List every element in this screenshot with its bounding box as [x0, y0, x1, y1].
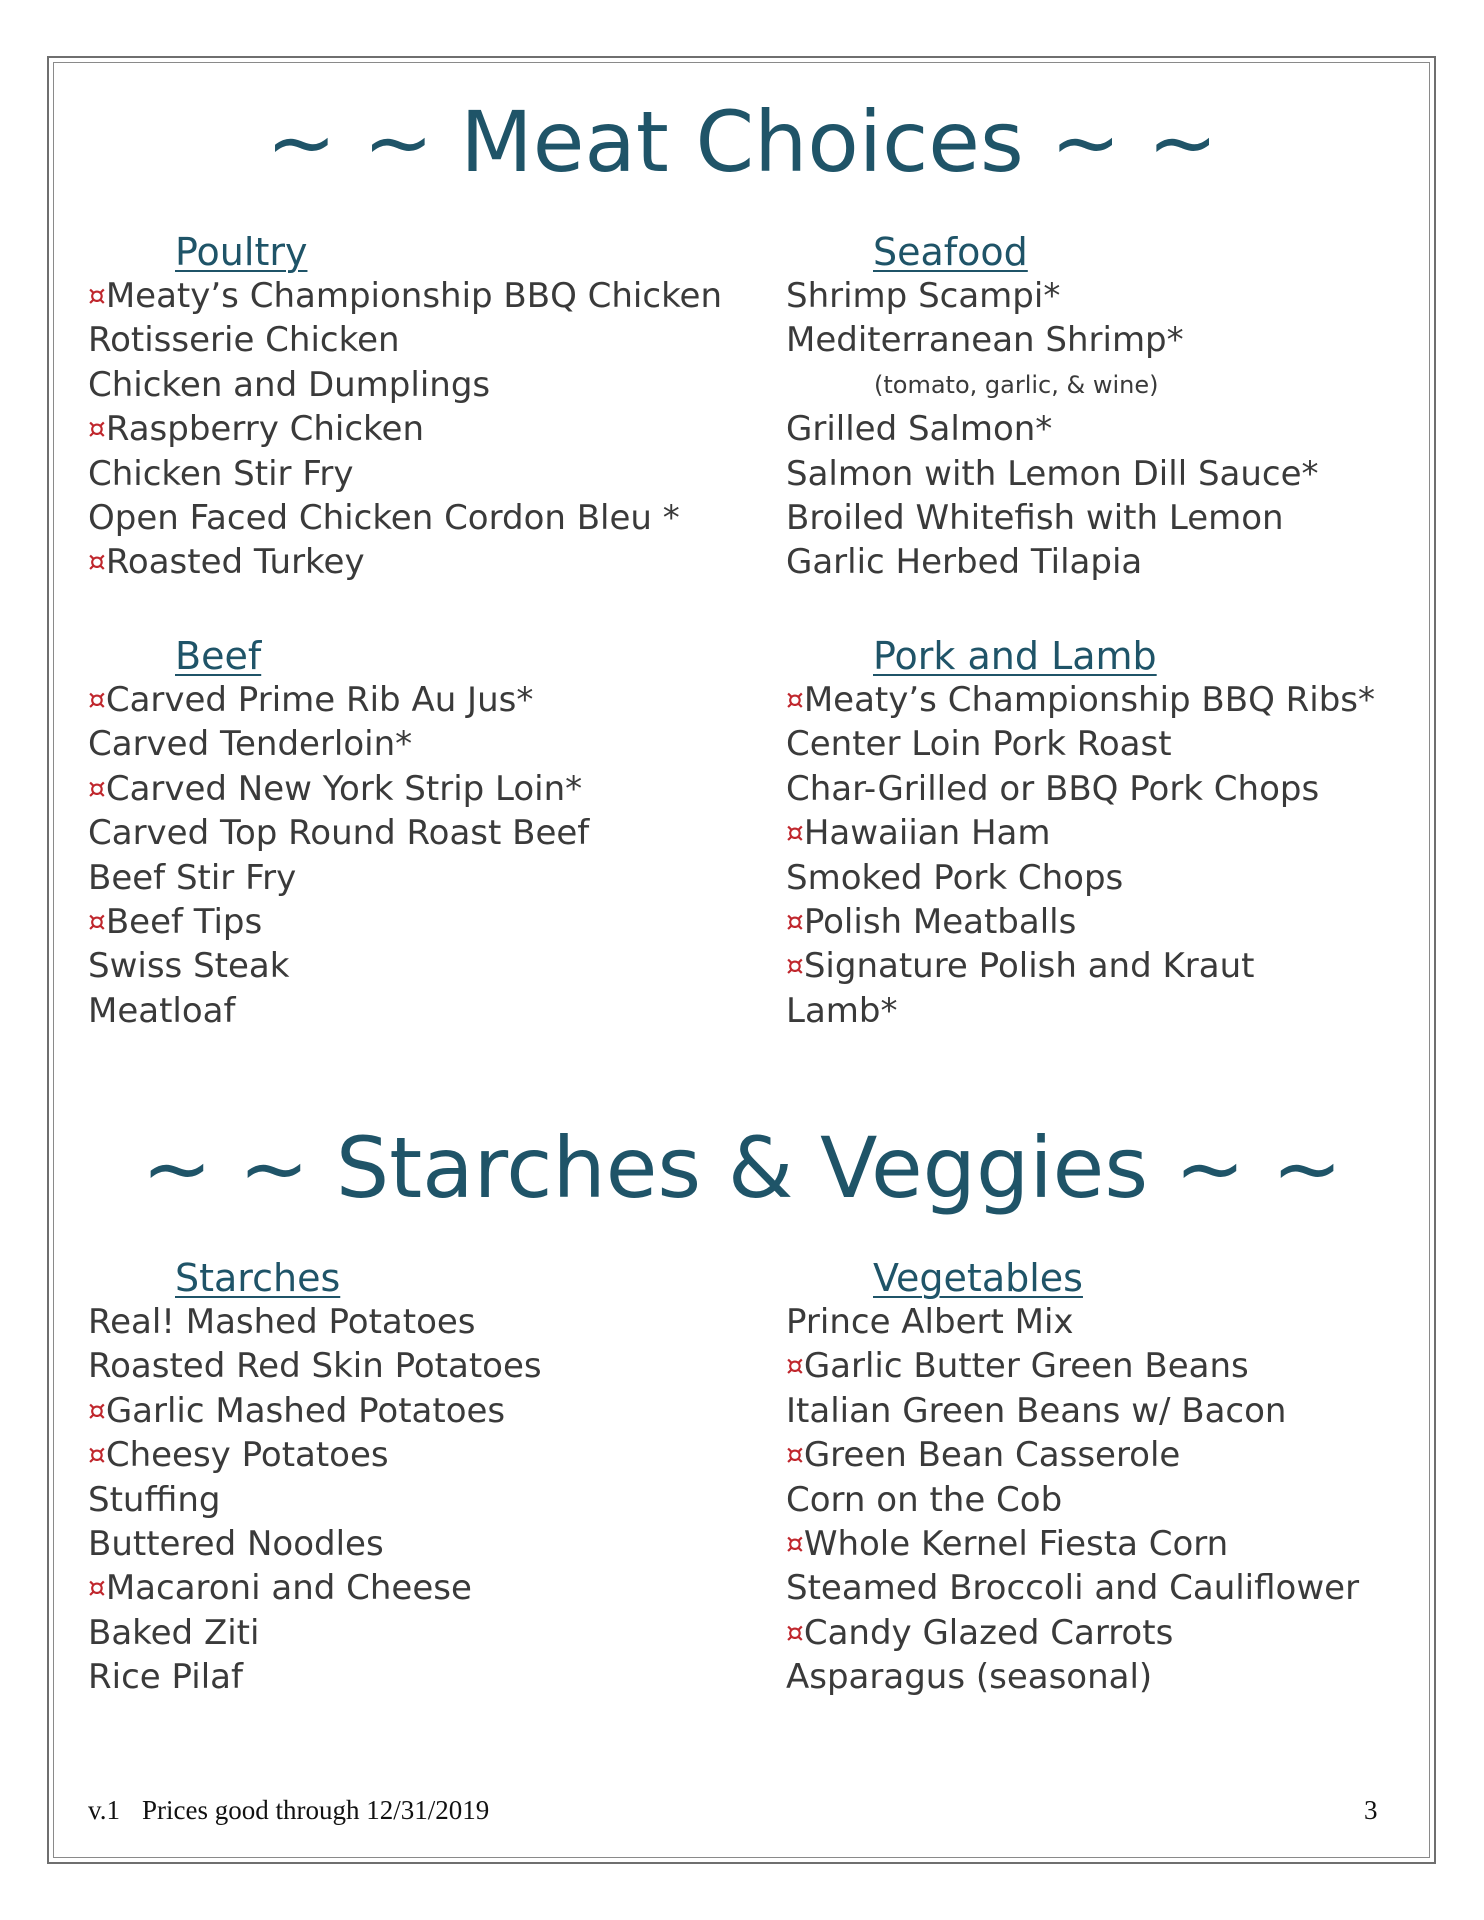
- menu-item: [786, 1478, 1359, 1522]
- menu-item-label: Steamed Broccoli and Cauliflower: [786, 1568, 1360, 1609]
- menu-item: [88, 1522, 542, 1566]
- menu-item-label: Chicken Stir Fry: [88, 453, 354, 494]
- menu-item: [88, 452, 722, 496]
- menu-item-label: Italian Green Beans w/ Bacon: [786, 1390, 1287, 1431]
- menu-item-label: Open Faced Chicken Cordon Bleu *: [88, 497, 680, 538]
- menu-item: [88, 1300, 542, 1344]
- pork-lamb-heading: Pork and Lamb: [873, 634, 1157, 678]
- menu-item: [786, 496, 1319, 540]
- menu-item-label: Buttered Noodles: [88, 1523, 384, 1564]
- menu-item: [88, 1344, 542, 1388]
- featured-bullet-icon: ¤: [88, 904, 106, 938]
- menu-item: [88, 540, 722, 584]
- menu-item: [88, 944, 589, 988]
- poultry-heading: Poultry: [175, 230, 308, 274]
- featured-bullet-icon: ¤: [786, 904, 804, 938]
- menu-item: [786, 274, 1319, 318]
- menu-item: [88, 318, 722, 362]
- menu-item-label: Smoked Pork Chops: [786, 857, 1124, 898]
- menu-item-label: Swiss Steak: [88, 946, 290, 987]
- featured-bullet-icon: ¤: [88, 1393, 106, 1427]
- menu-item-label: Polish Meatballs: [803, 901, 1077, 942]
- beef-heading: Beef: [175, 634, 262, 678]
- menu-item: [786, 1655, 1359, 1699]
- menu-item: [88, 811, 589, 855]
- menu-item-label: Grilled Salmon*: [786, 409, 1053, 450]
- menu-item: [88, 1389, 542, 1433]
- featured-bullet-icon: ¤: [786, 949, 804, 983]
- featured-bullet-icon: ¤: [88, 683, 106, 716]
- prices-valid-note: Prices good through 12/31/2019: [142, 1795, 490, 1825]
- menu-item-label: Carved Tenderloin*: [88, 724, 413, 765]
- beef-section: [88, 634, 589, 1033]
- menu-item-label: Signature Polish and Kraut: [803, 946, 1255, 987]
- featured-bullet-icon: ¤: [88, 412, 106, 446]
- vegetables-heading: Vegetables: [873, 1256, 1083, 1300]
- menu-item: [786, 1389, 1359, 1433]
- featured-bullet-icon: ¤: [786, 1615, 804, 1649]
- menu-item: [786, 1566, 1359, 1610]
- menu-item-label: Whole Kernel Fiesta Corn: [803, 1523, 1229, 1564]
- featured-bullet-icon: ¤: [786, 1526, 804, 1560]
- featured-bullet-icon: ¤: [88, 279, 106, 312]
- menu-item: [786, 722, 1375, 766]
- menu-item: [88, 1611, 542, 1655]
- menu-item: [88, 1478, 542, 1522]
- pork-lamb-section: [786, 634, 1375, 1033]
- menu-item-label: Meaty’s Championship BBQ Ribs*: [803, 680, 1376, 720]
- menu-item-label: Candy Glazed Carrots: [803, 1612, 1174, 1653]
- menu-item-label: Meaty’s Championship BBQ Chicken: [105, 276, 723, 316]
- meat-choices-title: ~ ~ Meat Choices ~ ~: [266, 93, 1218, 191]
- menu-item-label: Meatloaf: [88, 990, 236, 1031]
- menu-item-label: Beef Stir Fry: [88, 857, 297, 898]
- menu-item-label: Green Bean Casserole: [803, 1435, 1181, 1476]
- menu-item: [786, 900, 1375, 944]
- menu-item-label: Center Loin Pork Roast: [786, 724, 1172, 765]
- menu-item: [786, 540, 1319, 584]
- menu-item: [88, 856, 589, 900]
- featured-bullet-icon: ¤: [88, 771, 106, 805]
- menu-item: [88, 274, 722, 318]
- menu-item-label: Carved Top Round Roast Beef: [88, 813, 590, 854]
- seafood-section: [786, 230, 1319, 585]
- menu-item: [786, 1344, 1359, 1388]
- starches-heading: Starches: [175, 1256, 341, 1300]
- menu-item-label: Carved Prime Rib Au Jus*: [105, 680, 534, 720]
- menu-item: [88, 1655, 542, 1699]
- vegetables-section: [786, 1256, 1359, 1700]
- menu-item-label: Rice Pilaf: [88, 1657, 243, 1698]
- menu-item-label: Salmon with Lemon Dill Sauce*: [786, 453, 1319, 494]
- menu-item: [88, 900, 589, 944]
- menu-item: [786, 318, 1319, 362]
- menu-item: [786, 1611, 1359, 1655]
- featured-bullet-icon: ¤: [88, 1571, 106, 1605]
- menu-item-label: Roasted Red Skin Potatoes: [88, 1346, 542, 1387]
- menu-item-label: Cheesy Potatoes: [105, 1435, 389, 1476]
- featured-bullet-icon: ¤: [786, 1438, 804, 1472]
- menu-item-label: Asparagus (seasonal): [786, 1657, 1153, 1698]
- menu-item-label: Stuffing: [88, 1479, 221, 1520]
- menu-item-label: Garlic Butter Green Beans: [803, 1346, 1249, 1387]
- menu-item: [88, 407, 722, 451]
- menu-item-label: Lamb*: [786, 990, 898, 1031]
- menu-item: [88, 767, 589, 811]
- menu-item-label: Mediterranean Shrimp*: [786, 320, 1184, 361]
- menu-item: [786, 1433, 1359, 1477]
- menu-item-label: Broiled Whitefish with Lemon: [786, 497, 1284, 538]
- menu-item: [88, 1566, 542, 1610]
- menu-item: [786, 407, 1319, 451]
- vegetables-list: [786, 1300, 1359, 1700]
- menu-item: [786, 1300, 1359, 1344]
- featured-bullet-icon: ¤: [786, 816, 804, 850]
- menu-item-label: Raspberry Chicken: [105, 409, 424, 450]
- starches-veggies-title: ~ ~ Starches & Veggies ~ ~: [141, 1119, 1343, 1217]
- beef-list: [88, 678, 589, 1033]
- menu-item-label: Beef Tips: [105, 901, 263, 942]
- footer-version-line: [88, 1795, 489, 1826]
- menu-item: [786, 1522, 1359, 1566]
- poultry-list: [88, 274, 722, 585]
- menu-item-label: Hawaiian Ham: [803, 813, 1051, 854]
- poultry-section: [88, 230, 722, 585]
- menu-item-label: Chicken and Dumplings: [88, 364, 491, 405]
- menu-item: [88, 989, 589, 1033]
- menu-item: [786, 767, 1375, 811]
- menu-item: [786, 678, 1375, 722]
- menu-item: [786, 944, 1375, 988]
- featured-bullet-icon: ¤: [88, 1438, 106, 1472]
- menu-item-label: Prince Albert Mix: [786, 1302, 1074, 1342]
- menu-item-label: Corn on the Cob: [786, 1479, 1063, 1520]
- menu-item: [786, 856, 1375, 900]
- menu-item-label: Roasted Turkey: [105, 542, 365, 583]
- menu-item-label: (tomato, garlic, & wine): [874, 370, 1159, 399]
- menu-item: [88, 722, 589, 766]
- version-label: v.1: [88, 1795, 120, 1825]
- menu-item: [786, 811, 1375, 855]
- pork-lamb-list: [786, 678, 1375, 1033]
- menu-item-label: Real! Mashed Potatoes: [88, 1302, 476, 1342]
- menu-item-note: [786, 363, 1319, 407]
- starches-list: [88, 1300, 542, 1700]
- starches-section: [88, 1256, 542, 1700]
- menu-item-label: Garlic Herbed Tilapia: [786, 542, 1143, 583]
- seafood-heading: Seafood: [873, 230, 1028, 274]
- page-number: 3: [1364, 1795, 1378, 1825]
- featured-bullet-icon: ¤: [88, 545, 106, 579]
- menu-item: [88, 1433, 542, 1477]
- menu-item-label: Baked Ziti: [88, 1612, 260, 1653]
- featured-bullet-icon: ¤: [786, 683, 804, 716]
- featured-bullet-icon: ¤: [786, 1349, 804, 1383]
- menu-item-label: Char-Grilled or BBQ Pork Chops: [786, 768, 1320, 809]
- menu-item-label: Carved New York Strip Loin*: [105, 768, 583, 809]
- menu-item: [786, 452, 1319, 496]
- menu-item-label: Shrimp Scampi*: [786, 276, 1061, 316]
- menu-item: [88, 678, 589, 722]
- menu-item-label: Rotisserie Chicken: [88, 320, 400, 361]
- menu-item-label: Garlic Mashed Potatoes: [105, 1390, 506, 1431]
- menu-item: [88, 363, 722, 407]
- menu-item-label: Macaroni and Cheese: [105, 1568, 472, 1609]
- menu-item: [786, 989, 1375, 1033]
- menu-item: [88, 496, 722, 540]
- seafood-list: [786, 274, 1319, 585]
